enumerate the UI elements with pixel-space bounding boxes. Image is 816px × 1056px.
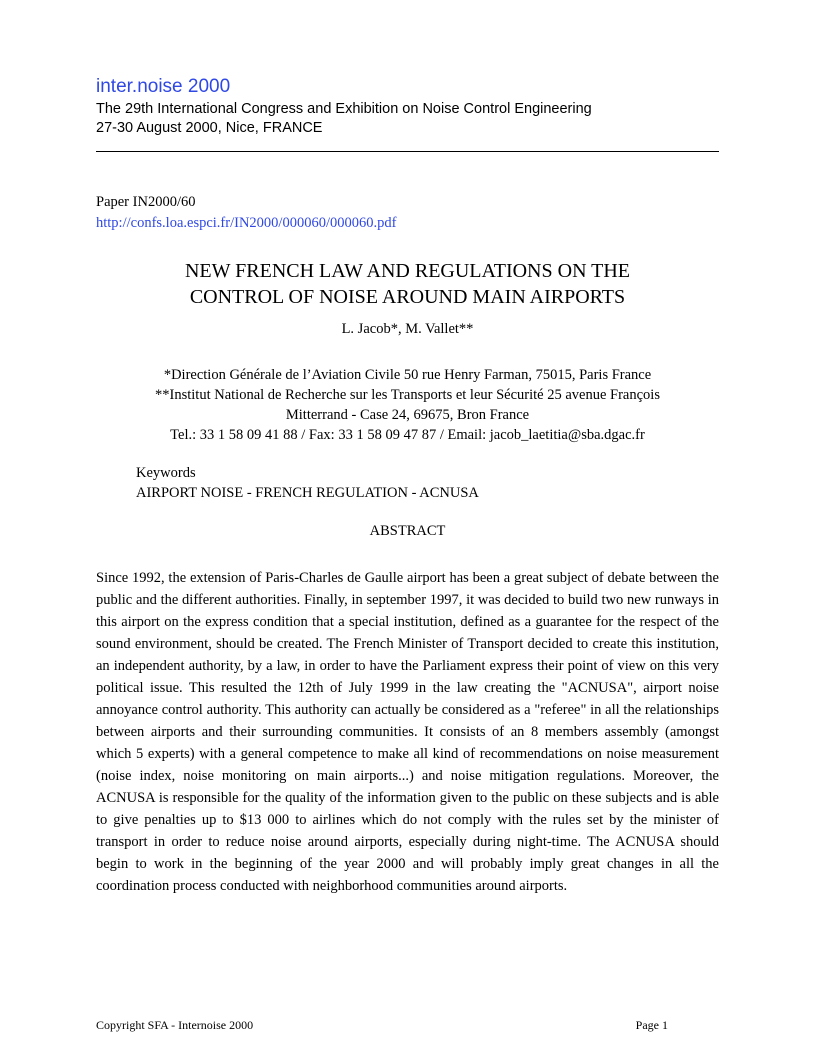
abstract-heading: ABSTRACT bbox=[369, 523, 446, 539]
keywords: AIRPORT NOISE - FRENCH REGULATION - ACNUSA bbox=[136, 485, 479, 501]
conference-dates: 27-30 August 2000, Nice, FRANCE bbox=[96, 120, 323, 136]
footer-copyright: Copyright SFA - Internoise 2000 bbox=[96, 1018, 254, 1032]
footer-page-number: Page 1 bbox=[635, 1018, 668, 1032]
paper-url-link[interactable]: http://confs.loa.espci.fr/IN2000/000060/000060.pdf bbox=[96, 215, 397, 231]
abstract-body: Since 1992, the extension of Paris-Charles de Gaulle airport has been a great subject of debate between the public and the different authorities. Finally, in september 1997, it was decided to build two new runways in this airport on the express condition that a special institution, defined as a guarantee for the respect of the sound environment, should be created. The French Minister of Transport decided to create this institution, an independent authority, by a law, in order to have the Parliament express their point of view on this very political issue. This resulted the 12th of July 1999 in the law creating the "ACNUSA", airport noise annoyance control authority. This authority can actually be considered as a "referee" in all the relationships between airports and their surrounding communities. It consists of an 8 members assembly (amongst which 5 experts) with a general competence to make all kind of recommendations on noise measurement (noise index, noise monitoring on main airports...) and noise mitigation regulations. Moreover, the ACNUSA is responsible for the quality of the information given to the public on these subjects and is able to give penalties up to $13 000 to airlines which do not comply with the rules set by the minister of transport in order to reduce noise around airports, especially during night-time. The ACNUSA should begin to work in the beginning of the year 2000 and will probably imply great changes in all the coordination process conducted with neighborhood communities around airports. bbox=[96, 570, 719, 894]
conference-name: inter.noise 2000 bbox=[96, 76, 231, 97]
keywords-label: Keywords bbox=[136, 465, 196, 481]
affiliation-line-2: **Institut National de Recherche sur les Transports et leur Sécurité 25 avenue François bbox=[155, 387, 660, 403]
paper-id: Paper IN2000/60 bbox=[96, 194, 196, 210]
paper-title bbox=[96, 258, 719, 310]
authors: L. Jacob*, M. Vallet** bbox=[341, 321, 474, 337]
affiliation-line-1: *Direction Générale de l’Aviation Civile 50 rue Henry Farman, 75015, Paris France bbox=[163, 367, 652, 383]
header-divider bbox=[96, 151, 719, 152]
title-line-2: CONTROL OF NOISE AROUND MAIN AIRPORTS bbox=[189, 286, 626, 308]
title-line-1: NEW FRENCH LAW AND REGULATIONS ON THE bbox=[184, 260, 631, 282]
conference-subtitle: The 29th International Congress and Exhibition on Noise Control Engineering bbox=[96, 101, 592, 117]
affiliation-line-3: Mitterrand - Case 24, 69675, Bron France bbox=[285, 407, 530, 423]
affiliations bbox=[96, 365, 719, 445]
affiliation-line-4: Tel.: 33 1 58 09 41 88 / Fax: 33 1 58 09 47 87 / Email: jacob_laetitia@sba.dgac.fr bbox=[170, 427, 645, 443]
